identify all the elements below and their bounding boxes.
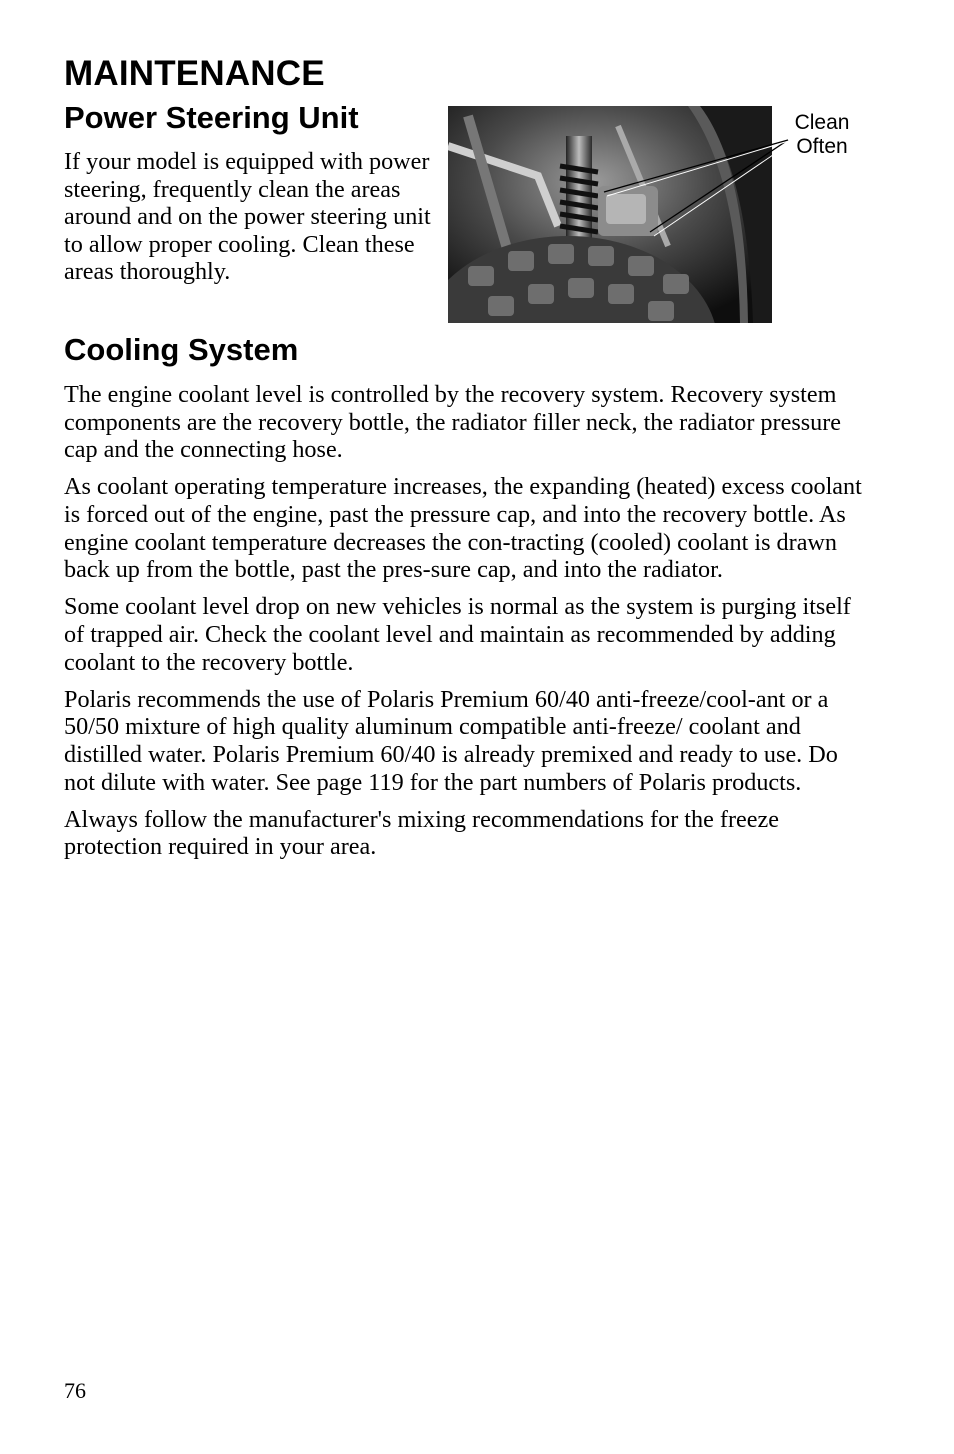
- cooling-paragraph: The engine coolant level is controlled by the recovery system. Recovery system components are the recovery bottle, the radiator filler neck, the radiator pressure cap and the connecting hose.: [64, 381, 842, 464]
- cooling-paragraph: As coolant operating temperature increases, the expanding (heated) excess coolant is forced out of the engine, past the pressure cap, and into the recovery bottle. As engine coolant temperature decreases the con-tracting (cooled) coolant is drawn back up from the bottle, past the pres-sure cap, and into the radiator.: [64, 473, 862, 584]
- page-number: 76: [64, 1378, 86, 1403]
- cooling-paragraph: Polaris recommends the use of Polaris Premium 60/40 anti-freeze/cool-ant or a 50/50 mixture of high quality aluminum compatible anti-freeze/ coolant and distilled water. Polaris Premium 60/40 is already premixed and ready to use. Do not dilute with water. See page 119 for the part numbers of Polaris products.: [64, 685, 838, 796]
- callout-line-clean: Clean: [794, 111, 850, 134]
- cooling-paragraph: Some coolant level drop on new vehicles is normal as the system is purging itself of trapped air. Check the coolant level and maintain as recommended by adding coolant to the recovery bottle.: [64, 593, 851, 676]
- power-steering-heading: Power Steering Unit: [64, 100, 359, 135]
- cooling-system-body: [64, 381, 874, 870]
- cooling-paragraph: Always follow the manufacturer's mixing recommendations for the freeze protection required in your area.: [64, 805, 779, 861]
- power-steering-photo: [448, 106, 772, 323]
- cooling-system-heading: Cooling System: [64, 332, 299, 367]
- power-steering-paragraph: If your model is equipped with power steering, frequently clean the areas around and on the power steering unit to allow proper cooling. Clean these areas thoroughly.: [64, 148, 431, 286]
- figure-callout: [782, 111, 862, 159]
- callout-line-often: Often: [796, 135, 848, 158]
- section-title: MAINTENANCE: [64, 54, 325, 93]
